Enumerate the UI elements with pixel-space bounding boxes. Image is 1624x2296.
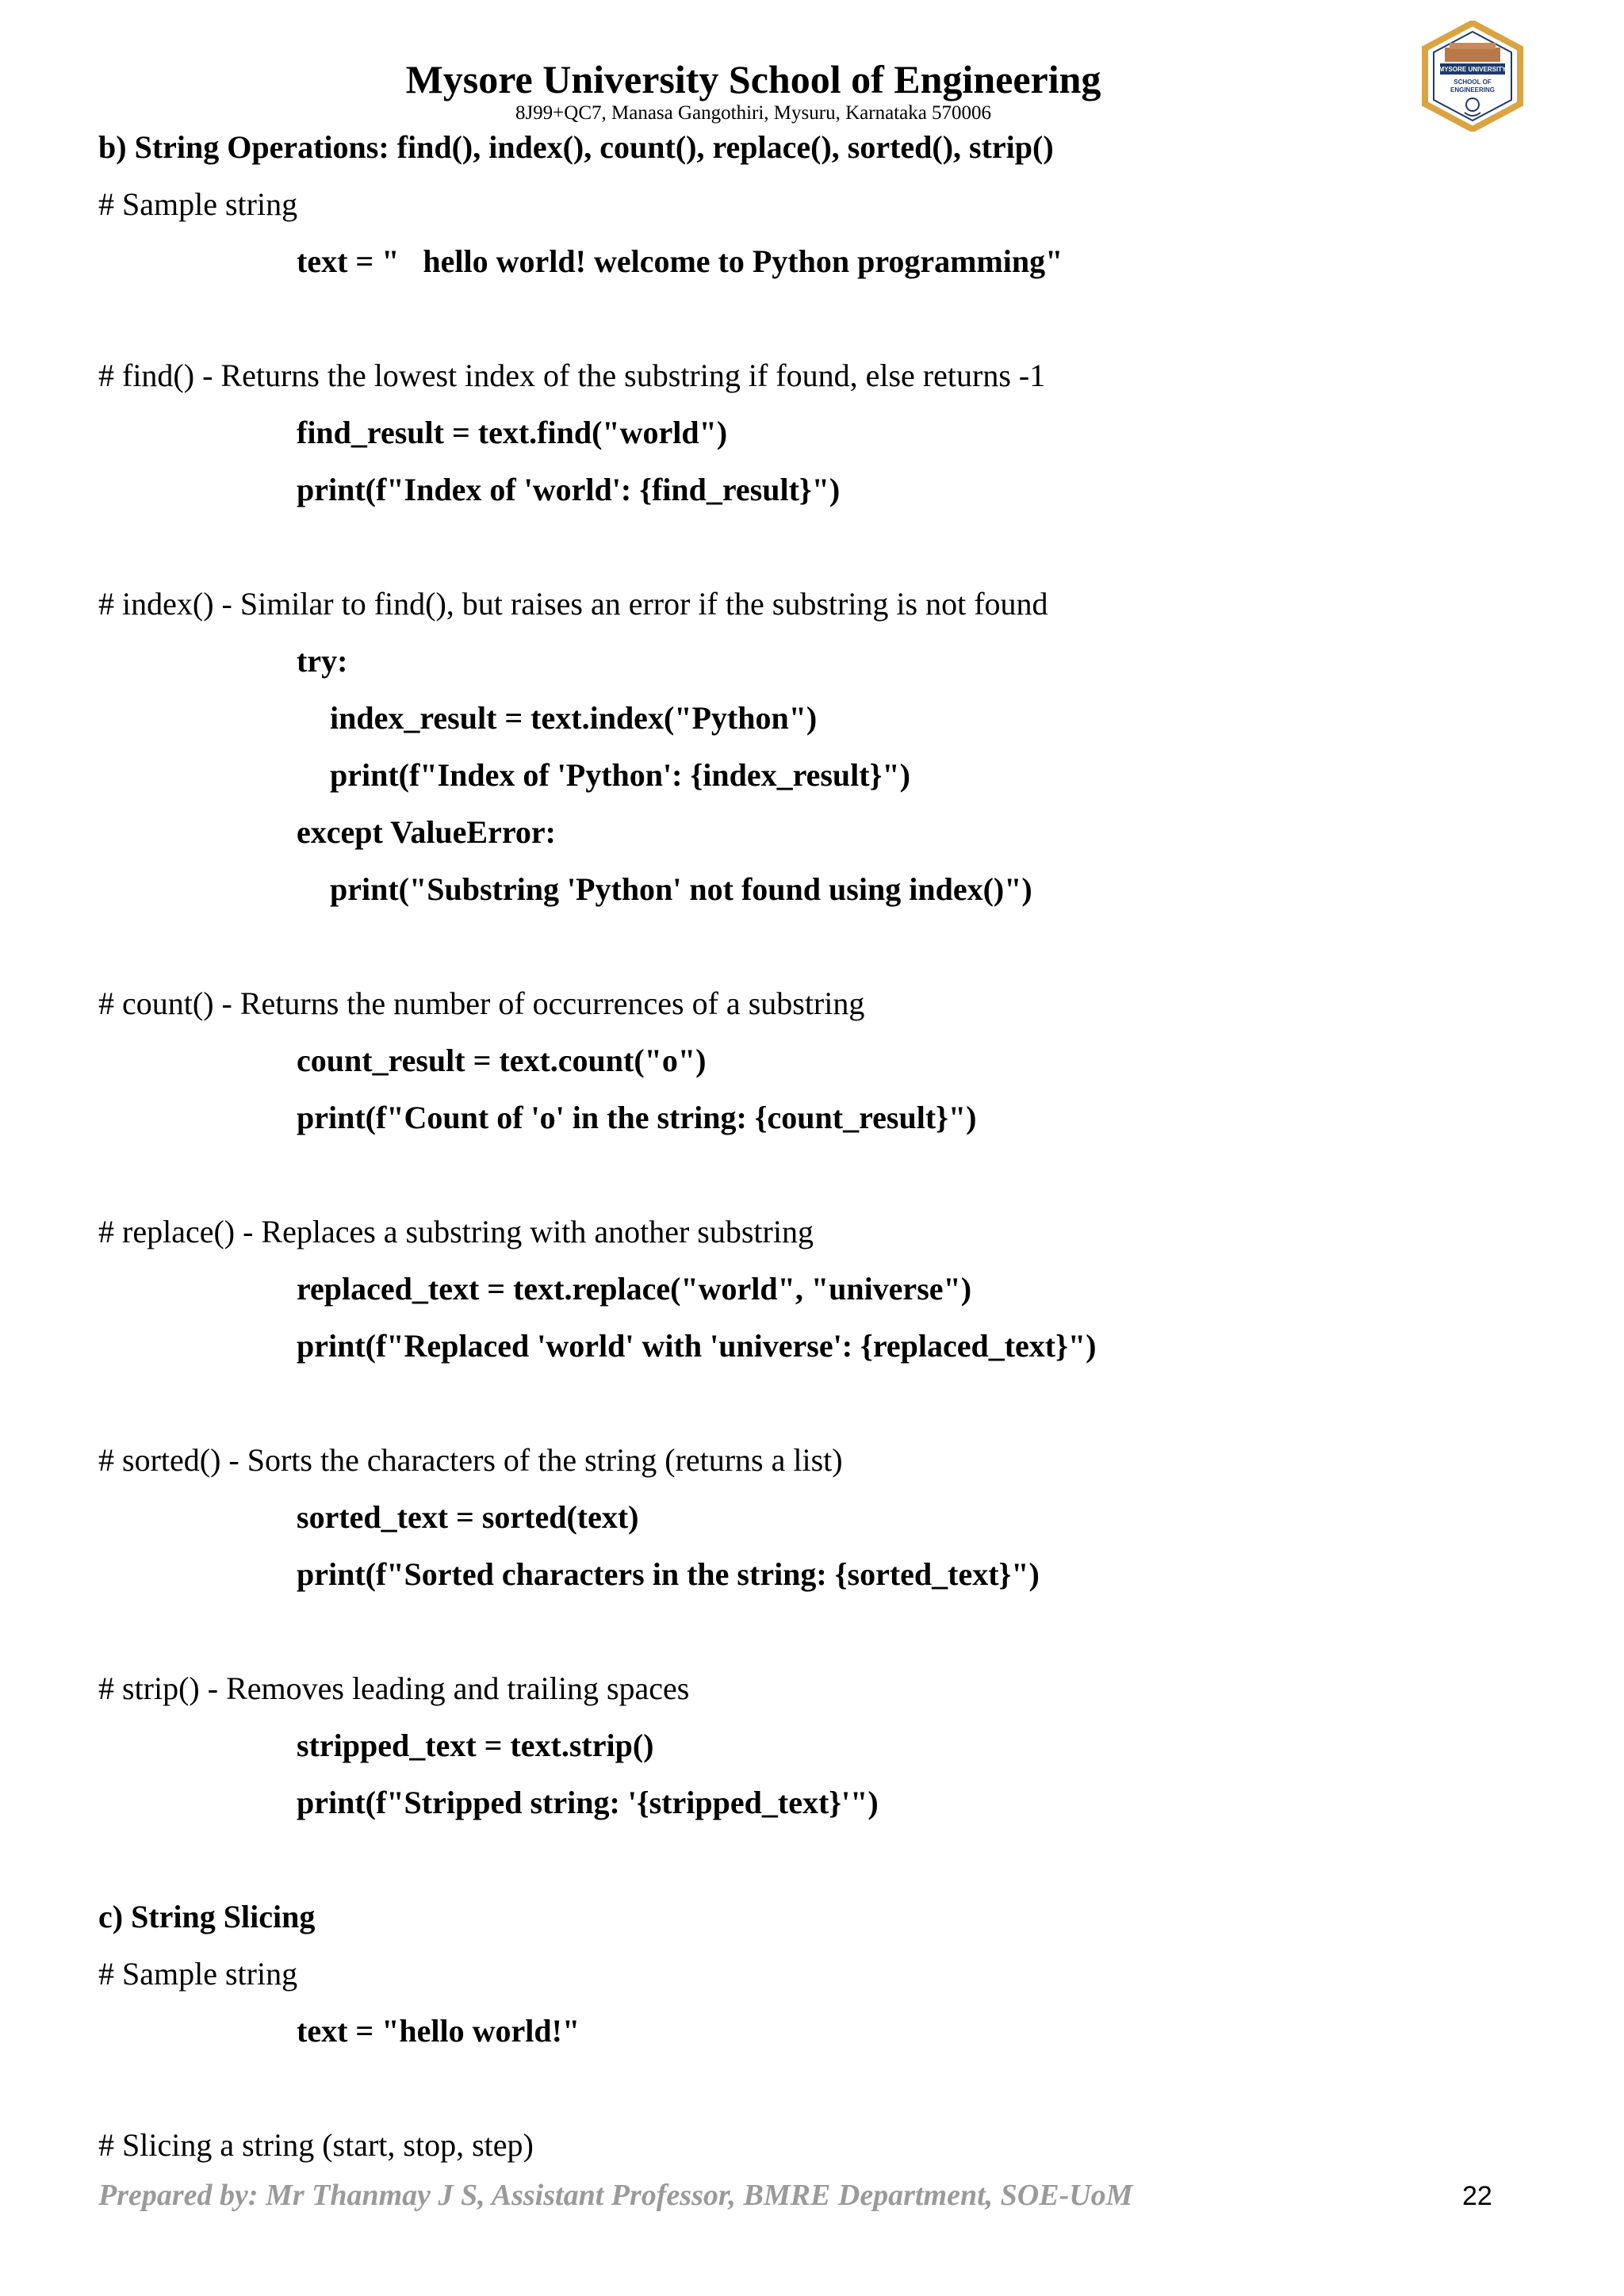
code-line: print(f"Sorted characters in the string: {sorted_text}") [297,1556,1040,1592]
code-line: count_result = text.count("o") [297,1043,707,1078]
code-line: text = " hello world! welcome to Python programming" [297,243,1063,279]
code-line: print(f"Count of 'o' in the string: {count_result}") [297,1100,977,1135]
section-heading-string-slicing: c) String Slicing [98,1899,316,1934]
code-comment: # Sample string [98,186,298,222]
code-line: try: [297,643,348,679]
code-line: text = "hello world!" [297,2013,580,2049]
university-logo [1421,21,1524,132]
footer-prepared-by: Prepared by: Mr Thanmay J S, Assistant Professor, BMRE Department, SOE-UoM [98,2179,1133,2212]
code-comment: # count() - Returns the number of occurrences of a substring [98,985,865,1021]
code-comment: # Slicing a string (start, stop, step) [98,2127,534,2163]
code-line: replaced_text = text.replace("world", "universe") [297,1271,972,1307]
section-heading-string-operations: b) String Operations: find(), index(), count(), replace(), sorted(), strip() [98,129,1054,165]
code-line: stripped_text = text.strip() [297,1728,654,1763]
code-line: find_result = text.find("world") [297,415,728,450]
code-comment: # Sample string [98,1956,298,1992]
code-line: print(f"Replaced 'world' with 'universe': {replaced_text}") [297,1328,1097,1364]
code-line: index_result = text.index("Python") [330,700,818,736]
code-line: print(f"Index of 'Python': {index_result}") [330,757,910,793]
code-comment: # index() - Similar to find(), but raises an error if the substring is not found [98,586,1048,622]
page-number: 22 [1462,2181,1492,2211]
code-line: except ValueError: [297,814,556,850]
code-comment: # sorted() - Sorts the characters of the string (returns a list) [98,1442,843,1478]
code-line: print(f"Stripped string: '{stripped_text}'") [297,1785,879,1820]
logo-line-2: SCHOOL OF [1454,78,1492,86]
logo-line-1: MYSORE UNIVERSITY [1438,66,1507,73]
code-comment: # replace() - Replaces a substring with another substring [98,1214,814,1249]
logo-line-3: ENGINEERING [1450,86,1496,94]
page-title: Mysore University School of Engineering [405,57,1101,101]
institution-address: 8J99+QC7, Manasa Gangothiri, Mysuru, Karnataka 570006 [515,102,992,124]
code-comment: # strip() - Removes leading and trailing spaces [98,1670,690,1706]
code-line: sorted_text = sorted(text) [297,1499,639,1535]
code-comment: # find() - Returns the lowest index of the substring if found, else returns -1 [98,358,1046,393]
code-line: print(f"Index of 'world': {find_result}") [297,472,841,507]
code-line: print("Substring 'Python' not found using index()") [330,871,1032,907]
